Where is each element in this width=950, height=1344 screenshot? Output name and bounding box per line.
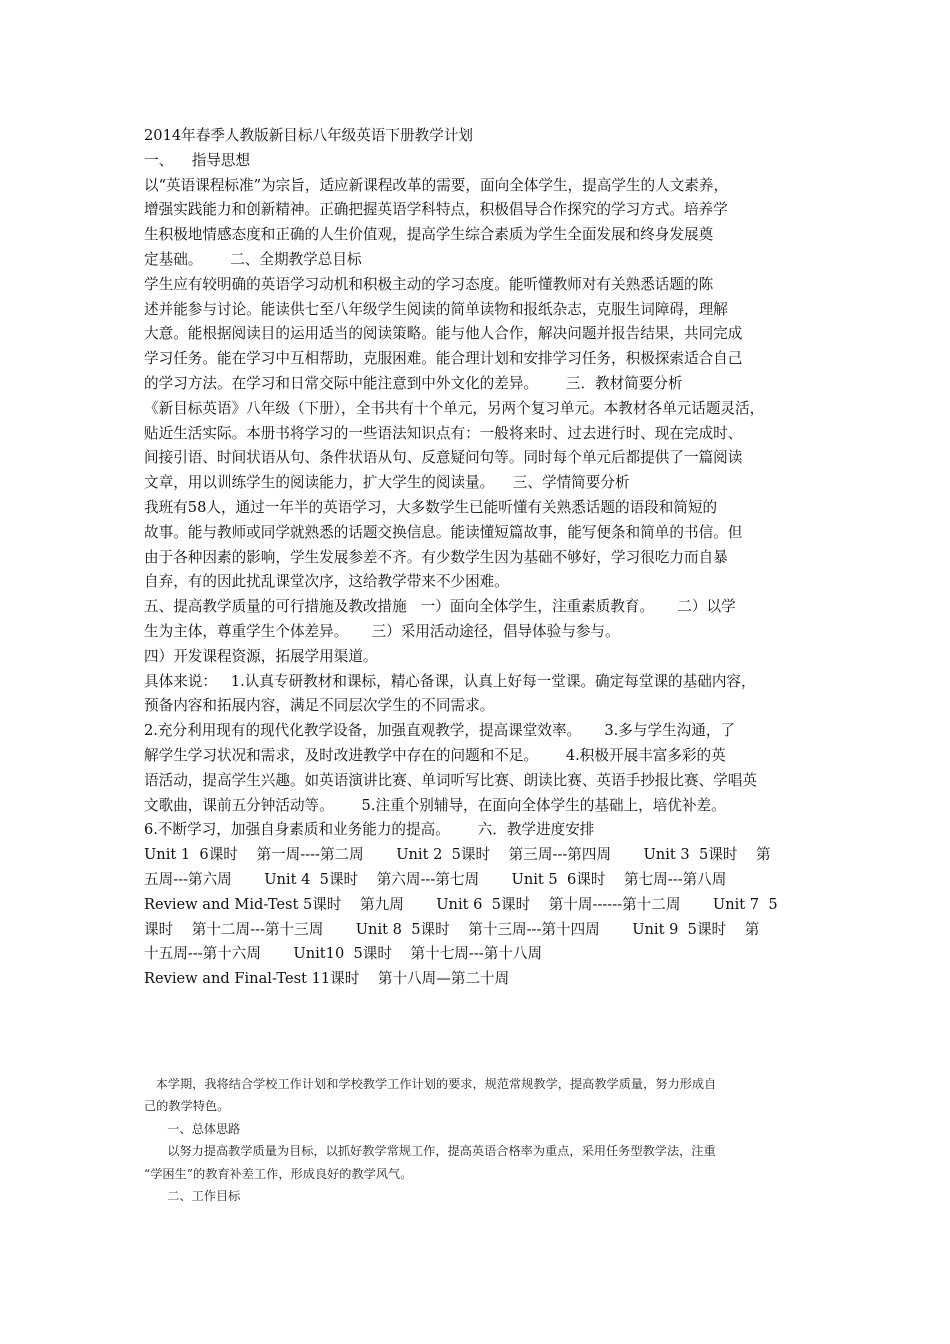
body-text-line: 大意。能根据阅读目的运用适当的阅读策略。能与他人合作，解决问题并报告结果，共同完成 [144,325,743,343]
appendix-text-line: 本学期，我将结合学校工作计划和学校教学工作计划的要求，规范常规教学，提高教学质量，努力形成自 [144,1077,717,1091]
body-text-line: 生为主体，尊重学生个体差异。 三）采用活动途径，倡导体验与参与。 [144,622,620,640]
body-text-line: 自弃，有的因此扰乱课堂次序，这给教学带来不少困难。 [144,573,509,591]
body-text-line: 生积极地情感态度和正确的人生价值观，提高学生综合素质为学生全面发展和终身发展奠 [144,226,714,244]
body-text-line: 文章，用以训练学生的阅读能力，扩大学生的阅读量。 三、学情简要分析 [144,474,630,492]
body-text-line: 由于各种因素的影响，学生发展参差不齐。有少数学生因为基础不够好，学习很吃力而自暴 [144,548,728,566]
appendix-text-line: 一、总体思路 [144,1121,241,1136]
appendix-text-line: 二、工作目标 [144,1188,241,1203]
body-text-line: 贴近生活实际。本册书将学习的一些语法知识点有：一般将来时、过去进行时、现在完成时、 [144,424,743,442]
body-text-line: 间接引语、时间状语从句、条件状语从句、反意疑问句等。同时每个单元后都提供了一篇阅读 [144,449,743,467]
body-text-line: Review and Mid-Test 5课时 第九周 Unit 6 5课时 第十周------第十二周 Unit 7 5 [144,895,778,913]
body-text-line: 文歌曲，课前五分钟活动等。 5.注重个别辅导，在面向全体学生的基础上，培优补差。 [144,796,726,814]
body-text-line: 述并能参与讨论。能读供七至八年级学生阅读的简单读物和报纸杂志，克服生词障碍，理解 [144,300,728,318]
body-text-line: 《新目标英语》八年级（下册），全书共有十个单元，另两个复习单元。本教材各单元话题灵活， [144,399,765,417]
appendix-text-line: “学困生”的教育补差工作，形成良好的教学风气。 [144,1166,413,1181]
appendix-text-line: 己的教学特色。 [144,1099,230,1114]
teaching-plan-body [144,124,814,992]
body-text-line: 语活动，提高学生兴趣。如英语演讲比赛、单词听写比赛、朗读比赛、英语手抄报比赛、学唱英 [144,771,757,789]
body-text-line: 定基础。 二、全期教学总目标 [144,250,362,268]
body-text-line: 学生应有较明确的英语学习动机和积极主动的学习态度。能听懂教师对有关熟悉话题的陈 [144,275,714,293]
body-text-line: 2014年春季人教版新目标八年级英语下册教学计划 [144,127,474,144]
body-text-line: 6.不断学习，加强自身素质和业务能力的提高。 六．教学进度安排 [144,821,595,839]
body-text-line: 的学习方法。在学习和日常交际中能注意到中外文化的差异。 三．教材简要分析 [144,374,683,392]
body-text-line: 五、提高教学质量的可行措施及教改措施 一）面向全体学生，注重素质教育。 二）以学 [144,598,736,616]
body-text-line: 十五周---第十六周 Unit10 5课时 第十七周---第十八周 [144,945,543,963]
body-text-line: 以“英语课程标准”为宗旨，适应新课程改革的需要，面向全体学生，提高学生的人文素养， [144,176,729,194]
body-text-line: 具体来说： 1.认真专研教材和课标，精心备课，认真上好每一堂课。确定每堂课的基础内容， [144,672,756,690]
body-text-line: 预备内容和拓展内容，满足不同层次学生的不同需求。 [144,697,495,715]
body-text-line: 课时 第十二周---第十三周 Unit 8 5课时 第十三周---第十四周 Unit 9 5课时 第 [144,920,760,938]
body-text-line: 五周---第六周 Unit 4 5课时 第六周---第七周 Unit 5 6课时 第七周---第八周 [144,870,727,888]
body-text-line: 一、 指导思想 [144,151,251,169]
body-text-line: 增强实践能力和创新精神。正确把握英语学科特点，积极倡导合作探究的学习方式。培养学 [144,201,728,219]
body-text-line: 四）开发课程资源，拓展学用渠道。 [144,647,378,665]
body-text-line: 学习任务。能在学习中互相帮助，克服困难。能合理计划和安排学习任务，积极探索适合自己 [144,350,743,368]
appendix-text-line: 以努力提高教学质量为目标，以抓好教学常规工作，提高英语合格率为重点，采用任务型教学法，注重 [144,1144,716,1159]
body-text-line: 解学生学习状况和需求，及时改进教学中存在的问题和不足。 4.积极开展丰富多彩的英 [144,746,726,764]
body-text-line: Unit 1 6课时 第一周----第二周 Unit 2 5课时 第三周---第四周 Unit 3 5课时 第 [144,846,771,864]
body-text-line: 我班有58人，通过一年半的英语学习，大多数学生已能听懂有关熟悉话题的语段和简短的 [144,498,718,516]
body-text-line: Review and Final-Test 11课时 第十八周—第二十周 [144,970,510,988]
body-text-line: 故事。能与教师或同学就熟悉的话题交换信息。能读懂短篇故事，能写便条和简单的书信。但 [144,523,743,541]
semester-plan-excerpt [144,1073,814,1207]
body-text-line: 2.充分利用现有的现代化教学设备，加强直观教学，提高课堂效率。 3.多与学生沟通，了 [144,722,736,740]
